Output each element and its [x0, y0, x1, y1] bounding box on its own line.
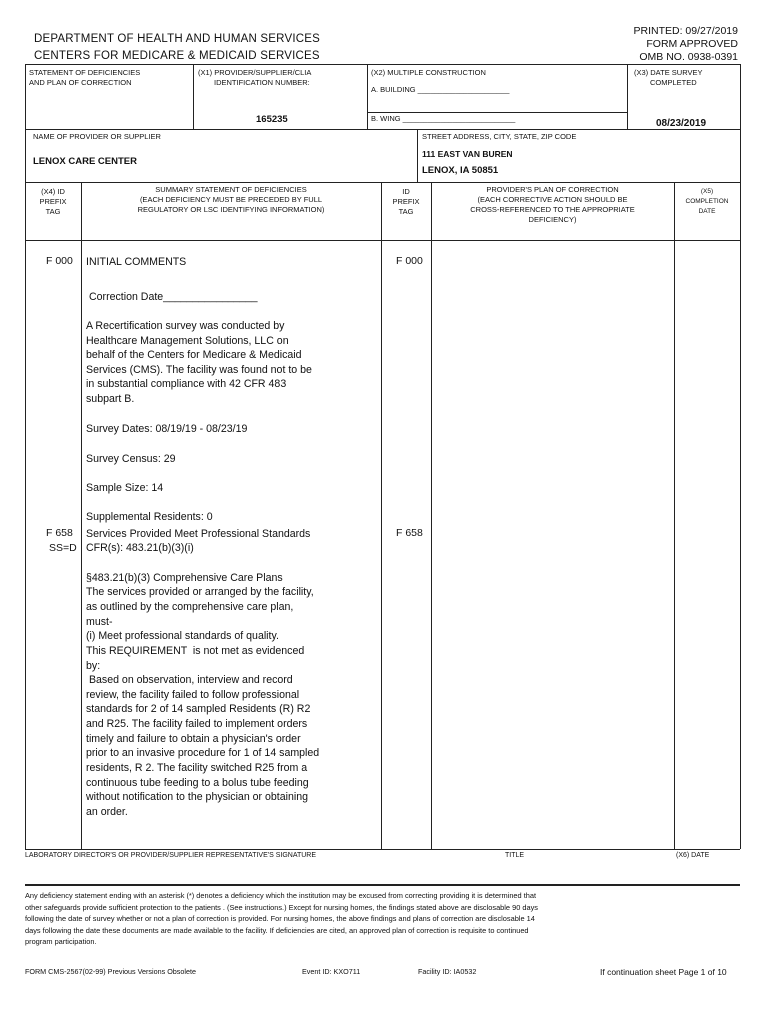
body-line: behalf of the Centers for Medicare & Medicaid: [86, 349, 302, 361]
provider-name-label: NAME OF PROVIDER OR SUPPLIER: [33, 132, 161, 141]
body-line: timely and failure to obtain a physician's order: [86, 733, 301, 745]
rule: [193, 64, 194, 129]
printed-date: PRINTED: 09/27/2019: [633, 25, 738, 37]
x4-header: (X4) ID PREFIX TAG: [39, 187, 67, 216]
wing-line: B. WING ___________________________: [371, 114, 516, 123]
address-line-1: 111 EAST VAN BUREN: [422, 149, 513, 159]
date-label: (X6) DATE: [676, 852, 710, 859]
body-line: Based on observation, interview and record: [86, 674, 293, 686]
agency-line-2: CENTERS FOR MEDICARE & MEDICAID SERVICES: [34, 50, 320, 62]
body-line: in substantial compliance with 42 CFR 483: [86, 378, 287, 390]
rule: [417, 129, 418, 182]
x1-label-1: (X1) PROVIDER/SUPPLIER/CLIA: [198, 68, 312, 77]
rule: [25, 64, 26, 849]
address-label: STREET ADDRESS, CITY, STATE, ZIP CODE: [422, 132, 577, 141]
body-line: as outlined by the comprehensive care plan,: [86, 601, 294, 613]
summary-header: SUMMARY STATEMENT OF DEFICIENCIES (EACH DEFICIENCY MUST BE PRECEDED BY FULL REGULATORY OR LSC IDENTIFYING INFORMATION): [137, 185, 325, 214]
body-line: review, the facility failed to follow professional: [86, 689, 300, 701]
body-line: standards for 2 of 14 sampled Residents (R) R2: [86, 703, 311, 715]
rule: [81, 182, 82, 849]
body-line: Supplemental Residents: 0: [86, 511, 213, 523]
continuation-page: If continuation sheet Page 1 of 10: [600, 967, 727, 977]
body-line: Survey Census: 29: [86, 453, 176, 465]
body-line: CFR(s): 483.21(b)(3)(i): [86, 542, 194, 554]
x3-label-1: (X3) DATE SURVEY: [634, 68, 703, 77]
rule: [381, 182, 382, 849]
x1-label-2: IDENTIFICATION NUMBER:: [214, 78, 310, 87]
body-line: The services provided or arranged by the facility,: [86, 586, 314, 598]
body-line: Sample Size: 14: [86, 482, 164, 494]
rule: [25, 884, 740, 886]
id-header: ID PREFIX TAG: [392, 187, 420, 216]
rule: [25, 129, 740, 130]
x5-header: (X5) COMPLETION DATE: [685, 188, 729, 215]
rule: [674, 182, 675, 849]
rule: [367, 112, 627, 113]
x2-label: (X2) MULTIPLE CONSTRUCTION: [371, 68, 486, 77]
rule: [627, 64, 628, 129]
body-line: prior to an invasive procedure for 1 of 14 sampled: [86, 747, 320, 759]
tag-f000-right: F 000: [396, 255, 423, 267]
body-line: Healthcare Management Solutions, LLC on: [86, 335, 289, 347]
x3-label-2: COMPLETED: [650, 78, 697, 87]
form-approved: FORM APPROVED: [646, 38, 738, 50]
agency-line-1: DEPARTMENT OF HEALTH AND HUMAN SERVICES: [34, 33, 320, 45]
body-line: §483.21(b)(3) Comprehensive Care Plans: [86, 572, 283, 584]
body-line: Correction Date________________: [89, 291, 258, 303]
body-line: an order.: [86, 806, 128, 818]
omb-number: OMB NO. 0938-0391: [639, 51, 738, 63]
statement-label-1: STATEMENT OF DEFICIENCIES: [29, 68, 141, 77]
tag-f000: F 000: [46, 255, 73, 267]
body-line: must-: [86, 616, 113, 628]
plan-header: PROVIDER'S PLAN OF CORRECTION (EACH CORRECTIVE ACTION SHOULD BE CROSS-REFERENCED TO THE APPROPRIATE DEFICIENCY): [470, 185, 635, 224]
body-line: by:: [86, 660, 101, 672]
provider-name: LENOX CARE CENTER: [33, 156, 137, 167]
facility-id: Facility ID: IA0532: [418, 967, 477, 976]
tag-f658: F 658: [46, 527, 73, 539]
statement-label-2: AND PLAN OF CORRECTION: [29, 78, 132, 87]
body-line: INITIAL COMMENTS: [86, 256, 187, 268]
body-line: continuous tube feeding to a bolus tube feeding: [86, 777, 309, 789]
rule: [25, 64, 740, 65]
tag-scope-severity: SS=D: [49, 542, 77, 554]
rule: [25, 240, 740, 241]
title-label: TITLE: [505, 852, 525, 859]
body-line: residents, R 2. The facility switched R25 from a: [86, 762, 308, 774]
rule: [25, 182, 740, 183]
body-line: Survey Dates: 08/19/19 - 08/23/19: [86, 423, 248, 435]
body-line: (i) Meet professional standards of quality.: [86, 630, 279, 642]
body-line: subpart B.: [86, 393, 135, 405]
tag-f658-right: F 658: [396, 527, 423, 539]
provider-number: 165235: [256, 114, 288, 125]
body-line: This REQUIREMENT is not met as evidenced: [86, 645, 305, 657]
rule: [367, 64, 368, 129]
rule: [25, 849, 740, 850]
body-line: Services (CMS). The facility was found not to be: [86, 364, 312, 376]
signature-label: LABORATORY DIRECTOR'S OR PROVIDER/SUPPLIER REPRESENTATIVE'S SIGNATURE: [25, 852, 317, 859]
address-line-2: LENOX, IA 50851: [422, 165, 499, 176]
rule: [431, 182, 432, 849]
body-line: A Recertification survey was conducted by: [86, 320, 285, 332]
event-id: Event ID: KXO711: [302, 967, 361, 976]
survey-completed-date: 08/23/2019: [656, 118, 707, 129]
body-line: without notification to the physician or obtaining: [86, 791, 309, 803]
rule: [740, 64, 741, 849]
body-line: Services Provided Meet Professional Standards: [86, 528, 311, 540]
form-number: FORM CMS-2567(02-99) Previous Versions Obsolete: [25, 967, 196, 976]
disclaimer: Any deficiency statement ending with an asterisk (*) denotes a deficiency which the institution may be excused from correcting providing it is determined that other safeguards provide sufficient protection to the patients . (See instructions.) Except for nursing homes, the findings stated above are disclosable 90 days following the date of survey whether or not a plan of correction is provided. For nursing homes, the above findings and plans of correction are disclosable 14 days following the date these documents are made available to the facility. If deficiencies are cited, an approved plan of correction is requisite to continued program participation.: [25, 891, 538, 946]
body-line: and R25. The facility failed to implement orders: [86, 718, 308, 730]
building-line: A. BUILDING ______________________: [371, 85, 510, 94]
